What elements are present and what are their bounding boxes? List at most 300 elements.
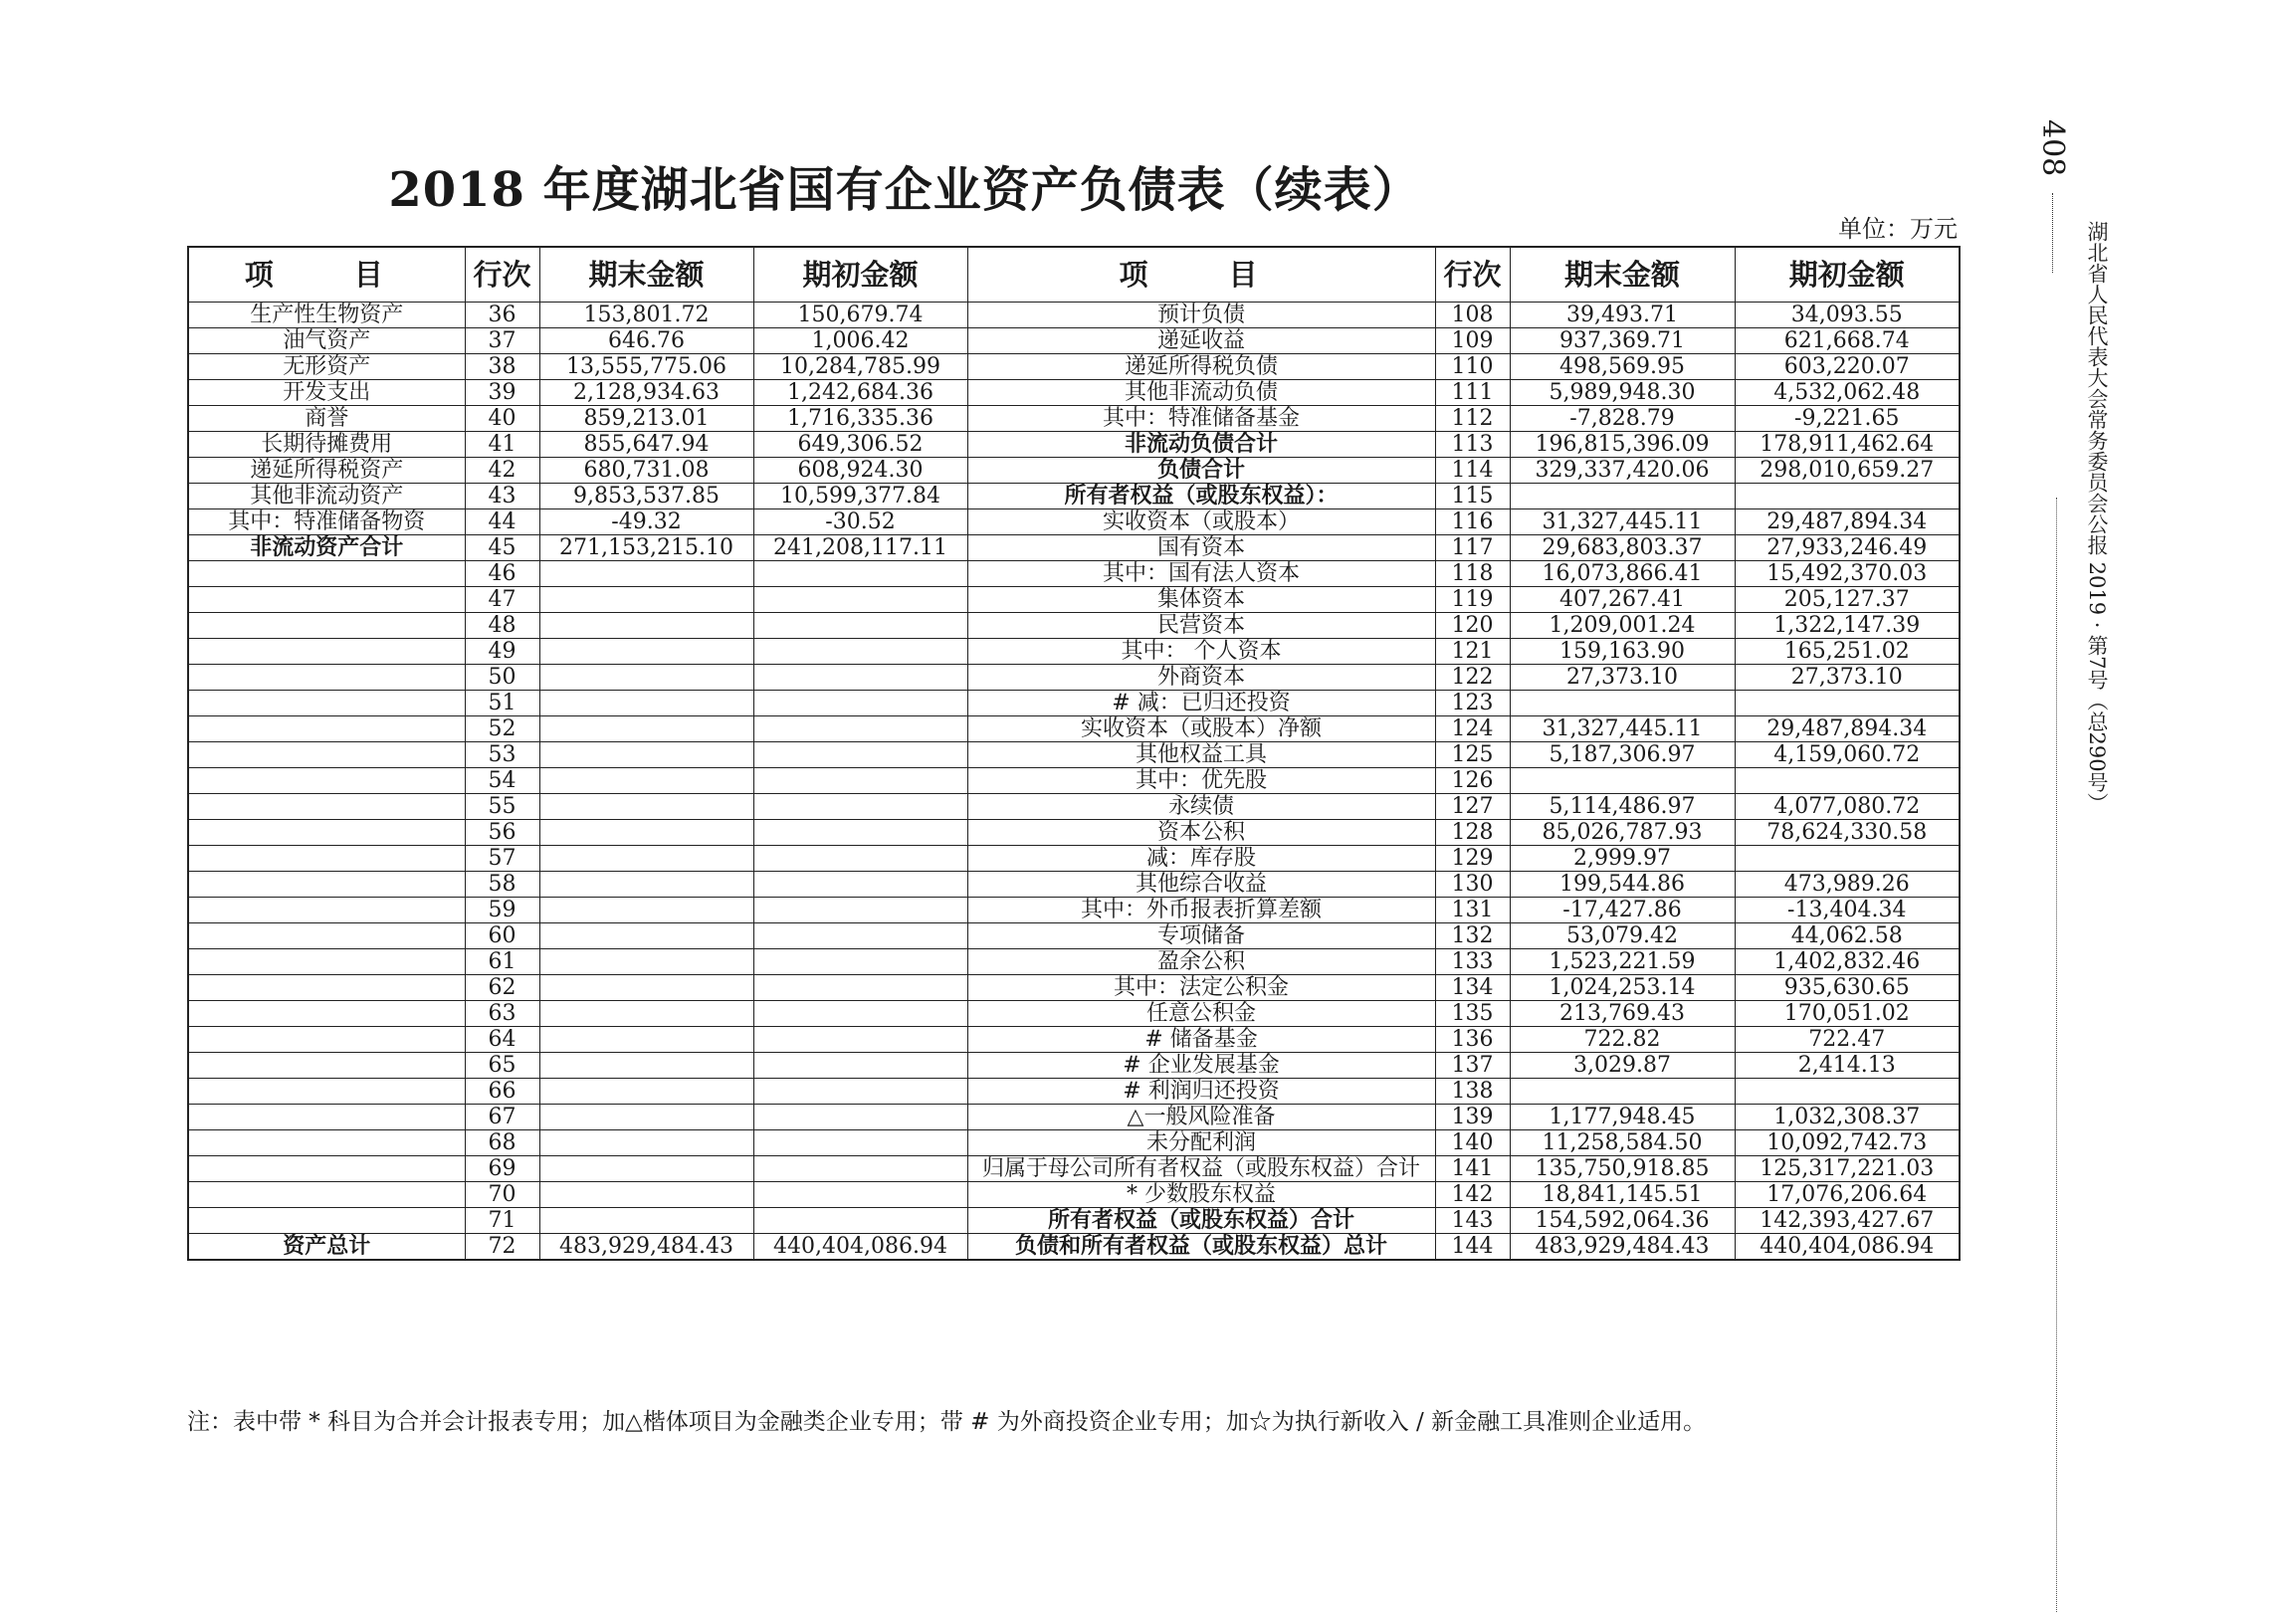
cell-end-right: 407,267.41 xyxy=(1510,587,1735,613)
col-header-line-right: 行次 xyxy=(1435,247,1510,303)
table-row xyxy=(188,1234,1960,1261)
cell-item-left xyxy=(188,639,465,665)
cell-end-right: 154,592,064.36 xyxy=(1510,1208,1735,1234)
cell-begin-left xyxy=(753,561,967,587)
cell-item-right: 专项储备 xyxy=(967,923,1435,949)
cell-begin-left xyxy=(753,898,967,923)
cell-end-left xyxy=(539,587,753,613)
cell-begin-left: 1,242,684.36 xyxy=(753,380,967,406)
cell-line-right: 115 xyxy=(1435,484,1510,509)
cell-line-right: 131 xyxy=(1435,898,1510,923)
cell-begin-left: 241,208,117.11 xyxy=(753,535,967,561)
cell-end-left xyxy=(539,923,753,949)
table-row xyxy=(188,1027,1960,1053)
cell-end-left: 646.76 xyxy=(539,328,753,354)
cell-begin-right: 1,032,308.37 xyxy=(1735,1105,1960,1130)
cell-end-left xyxy=(539,1130,753,1156)
cell-end-left xyxy=(539,691,753,716)
cell-item-left xyxy=(188,1027,465,1053)
cell-line-right: 144 xyxy=(1435,1234,1510,1261)
cell-end-left xyxy=(539,613,753,639)
table-row xyxy=(188,328,1960,354)
cell-item-left: 非流动资产合计 xyxy=(188,535,465,561)
cell-end-right: 722.82 xyxy=(1510,1027,1735,1053)
cell-line-left: 70 xyxy=(465,1182,539,1208)
cell-line-left: 56 xyxy=(465,820,539,846)
cell-end-left xyxy=(539,639,753,665)
table-row xyxy=(188,665,1960,691)
cell-item-left xyxy=(188,1053,465,1079)
table-row xyxy=(188,820,1960,846)
cell-line-left: 51 xyxy=(465,691,539,716)
cell-line-right: 127 xyxy=(1435,794,1510,820)
cell-item-left xyxy=(188,898,465,923)
cell-begin-right: 178,911,462.64 xyxy=(1735,432,1960,458)
table-row xyxy=(188,1156,1960,1182)
cell-line-right: 140 xyxy=(1435,1130,1510,1156)
cell-end-right: 16,073,866.41 xyxy=(1510,561,1735,587)
cell-begin-right xyxy=(1735,1079,1960,1105)
cell-line-right: 128 xyxy=(1435,820,1510,846)
cell-line-left: 37 xyxy=(465,328,539,354)
cell-begin-left xyxy=(753,1001,967,1027)
table-row xyxy=(188,1208,1960,1234)
table-row xyxy=(188,1079,1960,1105)
cell-end-right: 27,373.10 xyxy=(1510,665,1735,691)
cell-begin-right: 27,933,246.49 xyxy=(1735,535,1960,561)
cell-end-right: 31,327,445.11 xyxy=(1510,509,1735,535)
cell-end-left: 859,213.01 xyxy=(539,406,753,432)
col-header-item-right: 项 目 xyxy=(967,247,1435,303)
cell-item-left: 递延所得税资产 xyxy=(188,458,465,484)
cell-begin-left xyxy=(753,1130,967,1156)
cell-end-right: 5,114,486.97 xyxy=(1510,794,1735,820)
cell-end-right: 1,209,001.24 xyxy=(1510,613,1735,639)
table-row xyxy=(188,380,1960,406)
cell-begin-left xyxy=(753,846,967,872)
cell-item-right: 国有资本 xyxy=(967,535,1435,561)
side-margin-info xyxy=(2035,119,2070,283)
cell-item-left: 油气资产 xyxy=(188,328,465,354)
table-row xyxy=(188,716,1960,742)
table-row xyxy=(188,846,1960,872)
cell-end-right: 53,079.42 xyxy=(1510,923,1735,949)
table-row xyxy=(188,691,1960,716)
cell-line-right: 124 xyxy=(1435,716,1510,742)
cell-end-right xyxy=(1510,484,1735,509)
table-row xyxy=(188,354,1960,380)
cell-begin-right: 722.47 xyxy=(1735,1027,1960,1053)
cell-begin-right xyxy=(1735,846,1960,872)
cell-begin-left: 1,716,335.36 xyxy=(753,406,967,432)
cell-item-left xyxy=(188,1130,465,1156)
cell-end-right: 31,327,445.11 xyxy=(1510,716,1735,742)
table-row xyxy=(188,949,1960,975)
cell-line-left: 52 xyxy=(465,716,539,742)
cell-item-left xyxy=(188,613,465,639)
cell-line-left: 42 xyxy=(465,458,539,484)
col-header-begin-left: 期初金额 xyxy=(753,247,967,303)
cell-line-left: 36 xyxy=(465,303,539,328)
dotted-leader xyxy=(2052,193,2053,273)
cell-item-left xyxy=(188,768,465,794)
cell-begin-right: 1,402,832.46 xyxy=(1735,949,1960,975)
cell-item-right: 实收资本（或股本） xyxy=(967,509,1435,535)
cell-begin-right xyxy=(1735,768,1960,794)
cell-item-right: # 利润归还投资 xyxy=(967,1079,1435,1105)
cell-line-right: 129 xyxy=(1435,846,1510,872)
cell-line-right: 126 xyxy=(1435,768,1510,794)
cell-line-left: 67 xyxy=(465,1105,539,1130)
cell-line-left: 55 xyxy=(465,794,539,820)
cell-end-right xyxy=(1510,1079,1735,1105)
cell-item-left xyxy=(188,872,465,898)
cell-item-right: 外商资本 xyxy=(967,665,1435,691)
cell-item-left: 开发支出 xyxy=(188,380,465,406)
cell-begin-right: 935,630.65 xyxy=(1735,975,1960,1001)
cell-item-right: # 减：已归还投资 xyxy=(967,691,1435,716)
cell-end-left: 271,153,215.10 xyxy=(539,535,753,561)
cell-end-left xyxy=(539,1079,753,1105)
cell-item-right: 递延所得税负债 xyxy=(967,354,1435,380)
cell-begin-right: 29,487,894.34 xyxy=(1735,509,1960,535)
cell-end-right: 3,029.87 xyxy=(1510,1053,1735,1079)
col-header-line-left: 行次 xyxy=(465,247,539,303)
cell-line-left: 64 xyxy=(465,1027,539,1053)
cell-end-left xyxy=(539,665,753,691)
cell-item-left xyxy=(188,1001,465,1027)
cell-line-left: 53 xyxy=(465,742,539,768)
cell-end-right: -17,427.86 xyxy=(1510,898,1735,923)
cell-line-left: 47 xyxy=(465,587,539,613)
cell-item-right: △一般风险准备 xyxy=(967,1105,1435,1130)
cell-begin-left xyxy=(753,1105,967,1130)
cell-end-left: -49.32 xyxy=(539,509,753,535)
cell-begin-right: 125,317,221.03 xyxy=(1735,1156,1960,1182)
cell-begin-left xyxy=(753,768,967,794)
cell-line-left: 41 xyxy=(465,432,539,458)
cell-begin-left xyxy=(753,1182,967,1208)
cell-line-right: 123 xyxy=(1435,691,1510,716)
cell-line-right: 116 xyxy=(1435,509,1510,535)
cell-line-right: 142 xyxy=(1435,1182,1510,1208)
table-row xyxy=(188,303,1960,328)
cell-end-right: 498,569.95 xyxy=(1510,354,1735,380)
cell-begin-left xyxy=(753,872,967,898)
cell-item-right: 其中： 个人资本 xyxy=(967,639,1435,665)
cell-item-right: 未分配利润 xyxy=(967,1130,1435,1156)
table-row xyxy=(188,587,1960,613)
cell-line-right: 118 xyxy=(1435,561,1510,587)
cell-item-left: 商誉 xyxy=(188,406,465,432)
cell-end-right: 11,258,584.50 xyxy=(1510,1130,1735,1156)
cell-begin-left xyxy=(753,1208,967,1234)
cell-begin-right: 78,624,330.58 xyxy=(1735,820,1960,846)
col-header-end-left: 期末金额 xyxy=(539,247,753,303)
issue-label: 2019 · 第7号（总290号） xyxy=(2085,561,2109,814)
cell-item-left: 资产总计 xyxy=(188,1234,465,1261)
cell-begin-right: 2,414.13 xyxy=(1735,1053,1960,1079)
cell-begin-right: -9,221.65 xyxy=(1735,406,1960,432)
cell-begin-left xyxy=(753,691,967,716)
cell-begin-right xyxy=(1735,484,1960,509)
cell-end-right: 29,683,803.37 xyxy=(1510,535,1735,561)
table-row xyxy=(188,509,1960,535)
cell-end-right: 196,815,396.09 xyxy=(1510,432,1735,458)
cell-line-right: 125 xyxy=(1435,742,1510,768)
cell-item-left: 无形资产 xyxy=(188,354,465,380)
cell-line-right: 132 xyxy=(1435,923,1510,949)
side-journal-info xyxy=(2082,221,2112,814)
cell-end-left: 2,128,934.63 xyxy=(539,380,753,406)
cell-item-right: 永续债 xyxy=(967,794,1435,820)
cell-end-left xyxy=(539,872,753,898)
cell-end-left xyxy=(539,794,753,820)
cell-line-left: 59 xyxy=(465,898,539,923)
table-row xyxy=(188,406,1960,432)
cell-begin-left xyxy=(753,742,967,768)
cell-item-left: 生产性生物资产 xyxy=(188,303,465,328)
cell-begin-left: 440,404,086.94 xyxy=(753,1234,967,1261)
cell-end-right: 85,026,787.93 xyxy=(1510,820,1735,846)
cell-end-left xyxy=(539,1182,753,1208)
cell-end-left xyxy=(539,949,753,975)
cell-begin-right: 4,532,062.48 xyxy=(1735,380,1960,406)
cell-begin-left: 10,284,785.99 xyxy=(753,354,967,380)
cell-end-left xyxy=(539,1156,753,1182)
cell-item-right: 其中：法定公积金 xyxy=(967,975,1435,1001)
cell-item-right: 负债合计 xyxy=(967,458,1435,484)
cell-end-right xyxy=(1510,691,1735,716)
cell-item-right: 民营资本 xyxy=(967,613,1435,639)
cell-end-right: 5,989,948.30 xyxy=(1510,380,1735,406)
cell-begin-left xyxy=(753,1053,967,1079)
cell-begin-right: 165,251.02 xyxy=(1735,639,1960,665)
cell-end-right: 159,163.90 xyxy=(1510,639,1735,665)
cell-line-left: 44 xyxy=(465,509,539,535)
cell-begin-right: 17,076,206.64 xyxy=(1735,1182,1960,1208)
cell-end-left xyxy=(539,820,753,846)
cell-begin-right: 44,062.58 xyxy=(1735,923,1960,949)
cell-item-right: 其他权益工具 xyxy=(967,742,1435,768)
cell-line-left: 62 xyxy=(465,975,539,1001)
cell-item-right: 资本公积 xyxy=(967,820,1435,846)
cell-line-left: 72 xyxy=(465,1234,539,1261)
cell-line-right: 117 xyxy=(1435,535,1510,561)
cell-end-right: 18,841,145.51 xyxy=(1510,1182,1735,1208)
cell-begin-left xyxy=(753,1027,967,1053)
cell-line-left: 66 xyxy=(465,1079,539,1105)
cell-item-right: 所有者权益（或股东权益）： xyxy=(967,484,1435,509)
cell-item-left xyxy=(188,794,465,820)
cell-line-left: 38 xyxy=(465,354,539,380)
cell-begin-right: 603,220.07 xyxy=(1735,354,1960,380)
cell-line-left: 61 xyxy=(465,949,539,975)
cell-line-right: 113 xyxy=(1435,432,1510,458)
cell-begin-right: 205,127.37 xyxy=(1735,587,1960,613)
cell-item-left xyxy=(188,1105,465,1130)
cell-item-right: 任意公积金 xyxy=(967,1001,1435,1027)
cell-line-right: 138 xyxy=(1435,1079,1510,1105)
table-row xyxy=(188,794,1960,820)
page-number: 408 xyxy=(2035,119,2070,177)
cell-begin-left xyxy=(753,716,967,742)
cell-end-right: 1,177,948.45 xyxy=(1510,1105,1735,1130)
cell-begin-right: -13,404.34 xyxy=(1735,898,1960,923)
cell-item-right: 其他综合收益 xyxy=(967,872,1435,898)
cell-end-right: 199,544.86 xyxy=(1510,872,1735,898)
cell-end-left xyxy=(539,742,753,768)
cell-item-left xyxy=(188,1079,465,1105)
cell-end-right: 1,523,221.59 xyxy=(1510,949,1735,975)
cell-item-right: 负债和所有者权益（或股东权益）总计 xyxy=(967,1234,1435,1261)
cell-item-right: 其中：优先股 xyxy=(967,768,1435,794)
cell-line-right: 139 xyxy=(1435,1105,1510,1130)
cell-begin-right: 440,404,086.94 xyxy=(1735,1234,1960,1261)
cell-begin-left: 649,306.52 xyxy=(753,432,967,458)
cell-line-left: 71 xyxy=(465,1208,539,1234)
table-header-row xyxy=(188,247,1960,303)
cell-item-right: 归属于母公司所有者权益（或股东权益）合计 xyxy=(967,1156,1435,1182)
cell-begin-left xyxy=(753,639,967,665)
footnote: 注：表中带 * 科目为合并会计报表专用；加△楷体项目为金融类企业专用；带 # 为外商投资企业专用；加☆为执行新收入 / 新金融工具准则企业适用。 xyxy=(187,1409,1707,1435)
cell-end-left xyxy=(539,898,753,923)
cell-line-right: 119 xyxy=(1435,587,1510,613)
table-row xyxy=(188,432,1960,458)
cell-item-left xyxy=(188,665,465,691)
cell-line-right: 141 xyxy=(1435,1156,1510,1182)
cell-item-left xyxy=(188,1208,465,1234)
cell-begin-left xyxy=(753,923,967,949)
cell-line-right: 112 xyxy=(1435,406,1510,432)
cell-item-right: 盈余公积 xyxy=(967,949,1435,975)
cell-line-right: 130 xyxy=(1435,872,1510,898)
cell-item-right: 集体资本 xyxy=(967,587,1435,613)
cell-end-right: -7,828.79 xyxy=(1510,406,1735,432)
cell-begin-right: 15,492,370.03 xyxy=(1735,561,1960,587)
cell-end-left: 855,647.94 xyxy=(539,432,753,458)
cell-end-left xyxy=(539,1001,753,1027)
cell-begin-left: 1,006.42 xyxy=(753,328,967,354)
cell-item-right: 其他非流动负债 xyxy=(967,380,1435,406)
col-header-item-left: 项 目 xyxy=(188,247,465,303)
cell-line-right: 109 xyxy=(1435,328,1510,354)
cell-begin-right: 29,487,894.34 xyxy=(1735,716,1960,742)
cell-line-left: 45 xyxy=(465,535,539,561)
cell-item-right: 减：库存股 xyxy=(967,846,1435,872)
cell-line-left: 48 xyxy=(465,613,539,639)
cell-line-right: 134 xyxy=(1435,975,1510,1001)
table-row xyxy=(188,639,1960,665)
cell-item-left xyxy=(188,949,465,975)
cell-begin-right: 621,668.74 xyxy=(1735,328,1960,354)
cell-begin-left xyxy=(753,665,967,691)
cell-line-left: 69 xyxy=(465,1156,539,1182)
cell-begin-left xyxy=(753,1156,967,1182)
table-row xyxy=(188,872,1960,898)
side-dotted-rule xyxy=(2056,498,2057,1612)
table-row xyxy=(188,768,1960,794)
cell-line-left: 39 xyxy=(465,380,539,406)
balance-sheet-table xyxy=(187,246,1961,1261)
table-row xyxy=(188,1182,1960,1208)
cell-item-left xyxy=(188,1156,465,1182)
cell-line-left: 63 xyxy=(465,1001,539,1027)
cell-line-right: 108 xyxy=(1435,303,1510,328)
cell-begin-right: 4,159,060.72 xyxy=(1735,742,1960,768)
table-row xyxy=(188,561,1960,587)
cell-item-right: 其中：特准储备基金 xyxy=(967,406,1435,432)
cell-item-right: 递延收益 xyxy=(967,328,1435,354)
cell-begin-right: 4,077,080.72 xyxy=(1735,794,1960,820)
cell-line-right: 143 xyxy=(1435,1208,1510,1234)
cell-line-right: 136 xyxy=(1435,1027,1510,1053)
cell-end-left xyxy=(539,716,753,742)
table-row xyxy=(188,484,1960,509)
cell-begin-left: 10,599,377.84 xyxy=(753,484,967,509)
table-row xyxy=(188,613,1960,639)
cell-item-left xyxy=(188,846,465,872)
cell-line-right: 135 xyxy=(1435,1001,1510,1027)
table-row xyxy=(188,742,1960,768)
cell-end-left: 153,801.72 xyxy=(539,303,753,328)
cell-item-left xyxy=(188,923,465,949)
cell-line-left: 49 xyxy=(465,639,539,665)
cell-end-right: 135,750,918.85 xyxy=(1510,1156,1735,1182)
page-title: 2018 年度湖北省国有企业资产负债表（续表） xyxy=(388,162,1421,218)
cell-begin-right: 473,989.26 xyxy=(1735,872,1960,898)
cell-line-left: 40 xyxy=(465,406,539,432)
cell-begin-right: 27,373.10 xyxy=(1735,665,1960,691)
journal-name: 湖北省人民代表大会常务委员会公报 xyxy=(2085,221,2109,555)
table-row xyxy=(188,1105,1960,1130)
cell-line-right: 111 xyxy=(1435,380,1510,406)
cell-line-right: 137 xyxy=(1435,1053,1510,1079)
cell-line-right: 110 xyxy=(1435,354,1510,380)
cell-end-right: 937,369.71 xyxy=(1510,328,1735,354)
cell-end-right: 483,929,484.43 xyxy=(1510,1234,1735,1261)
cell-begin-left xyxy=(753,1079,967,1105)
cell-begin-left xyxy=(753,975,967,1001)
cell-item-right: 非流动负债合计 xyxy=(967,432,1435,458)
cell-begin-left xyxy=(753,613,967,639)
cell-line-left: 68 xyxy=(465,1130,539,1156)
cell-end-right: 329,337,420.06 xyxy=(1510,458,1735,484)
col-header-begin-right: 期初金额 xyxy=(1735,247,1960,303)
cell-end-right: 213,769.43 xyxy=(1510,1001,1735,1027)
table-row xyxy=(188,1130,1960,1156)
cell-end-left: 483,929,484.43 xyxy=(539,1234,753,1261)
cell-line-left: 58 xyxy=(465,872,539,898)
cell-begin-left xyxy=(753,794,967,820)
cell-begin-right: 10,092,742.73 xyxy=(1735,1130,1960,1156)
table-row xyxy=(188,898,1960,923)
cell-end-left: 13,555,775.06 xyxy=(539,354,753,380)
cell-item-right: * 少数股东权益 xyxy=(967,1182,1435,1208)
cell-item-left xyxy=(188,587,465,613)
cell-item-left: 其他非流动资产 xyxy=(188,484,465,509)
cell-line-right: 122 xyxy=(1435,665,1510,691)
cell-begin-left: -30.52 xyxy=(753,509,967,535)
cell-item-right: 预计负债 xyxy=(967,303,1435,328)
cell-begin-right: 34,093.55 xyxy=(1735,303,1960,328)
table-row xyxy=(188,458,1960,484)
table-row xyxy=(188,975,1960,1001)
cell-end-left xyxy=(539,768,753,794)
cell-end-left: 680,731.08 xyxy=(539,458,753,484)
cell-item-left: 其中：特准储备物资 xyxy=(188,509,465,535)
cell-begin-right xyxy=(1735,691,1960,716)
